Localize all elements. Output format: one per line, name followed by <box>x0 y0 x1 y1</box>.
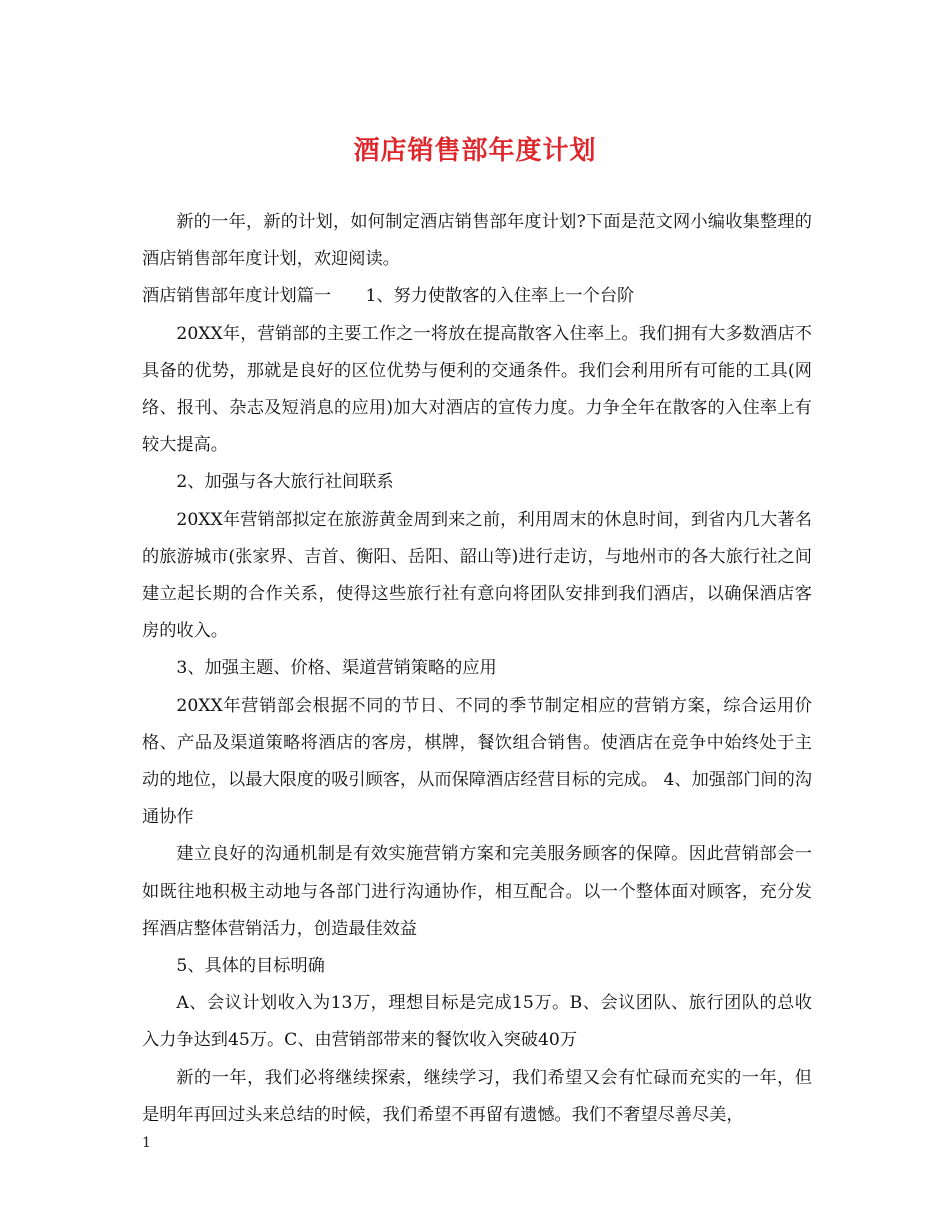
section-heading: 5、具体的目标明确 <box>176 956 325 977</box>
paragraph: 20XX年营销部会根据不同的节日、不同的季节制定相应的营销方案，综合运用价格、产品及渠道策略将酒店的客房，棋牌，餐饮组合销售。使酒店在竞争中始终处于主动的地位，以最大限度的吸引顾客，从而保障酒店经营目标的完成。 4、加强部门间的沟通协作 <box>142 695 812 828</box>
paragraph: A、会议计划收入为13万，理想目标是完成15万。B、会议团队、旅行团队的总收入力争达到45万。C、由营销部带来的餐饮收入突破40万 <box>142 993 812 1051</box>
paragraph: 建立良好的沟通机制是有效实施营销方案和完美服务顾客的保障。因此营销部会一如既往地积极主动地与各部门进行沟通协作，相互配合。以一个整体面对顾客，充分发挥酒店整体营销活力，创造最佳效益 <box>142 844 812 939</box>
paragraph: 20XX年，营销部的主要工作之一将放在提高散客入住率上。我们拥有大多数酒店不具备的优势，那就是良好的区位优势与便利的交通条件。我们会利用所有可能的工具(网络、报刊、杂志及短消息的应用)加大对酒店的宣传力度。力争全年在散客的入住率上有较大提高。 <box>142 323 812 456</box>
paragraph: 20XX年营销部拟定在旅游黄金周到来之前，利用周末的休息时间，到省内几大著名的旅游城市(张家界、吉首、衡阳、岳阳、韶山等)进行走访，与地州市的各大旅行社之间建立起长期的合作关系，使得这些旅行社有意向将团队安排到我们酒店，以确保酒店客房的收入。 <box>142 509 812 642</box>
section-heading: 酒店销售部年度计划篇一 1、努力使散客的入住率上一个台阶 <box>142 286 635 307</box>
document-body <box>142 204 812 1134</box>
paragraph: 新的一年，我们必将继续探索，继续学习，我们希望又会有忙碌而充实的一年，但是明年再回过头来总结的时候，我们希望不再留有遗憾。我们不奢望尽善尽美， <box>142 1067 812 1125</box>
paragraph: 新的一年，新的计划，如何制定酒店销售部年度计划?下面是范文网小编收集整理的酒店销售部年度计划，欢迎阅读。 <box>142 212 812 270</box>
page-number: 1 <box>142 1135 151 1151</box>
section-heading: 3、加强主题、价格、渠道营销策略的应用 <box>176 658 497 679</box>
section-heading: 2、加强与各大旅行社间联系 <box>176 472 394 493</box>
document-title: 酒店销售部年度计划 <box>353 136 597 166</box>
